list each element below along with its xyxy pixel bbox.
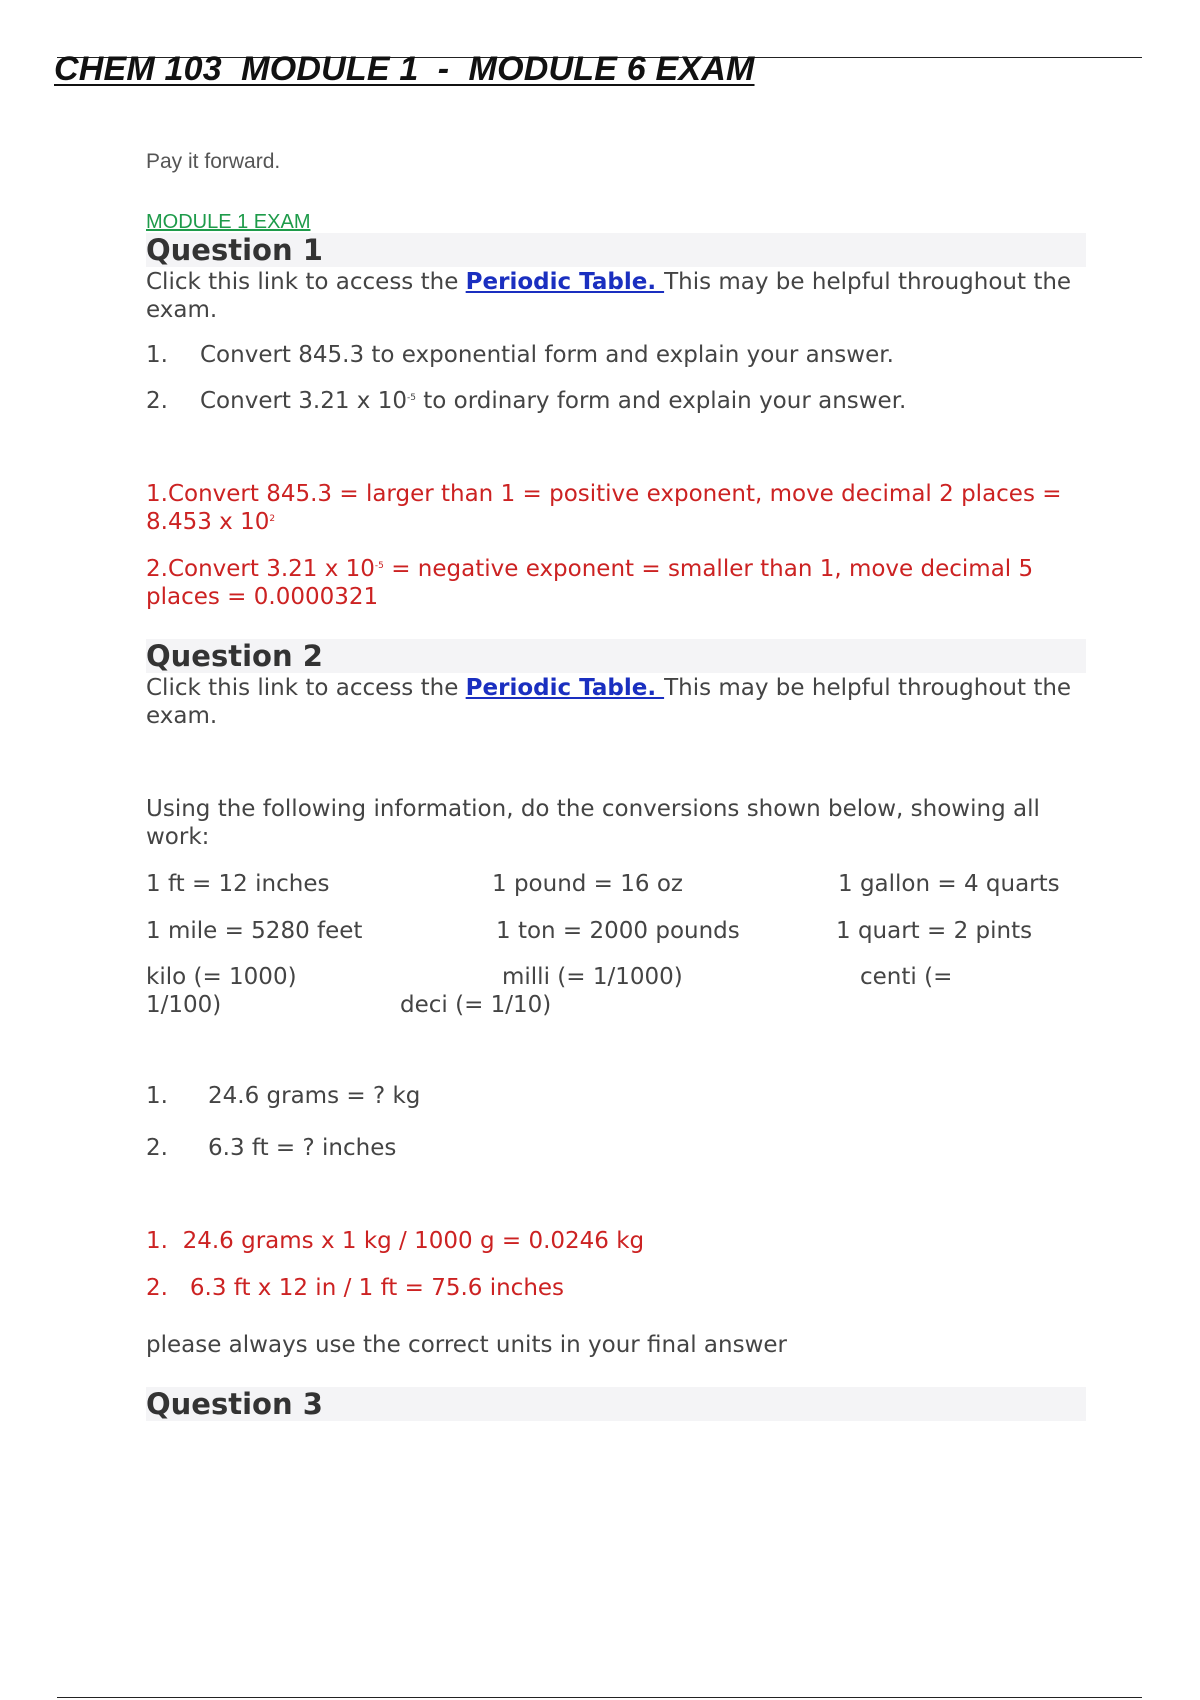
question-2-intro: Click this link to access the Periodic Table. This may be helpful throughout the exam. [146,675,1072,729]
prefix-centi-value: 1/100) [146,992,222,1018]
conversion-row [146,917,1086,945]
prefix-centi: centi (= [860,964,953,990]
conversion-fact: 1 gallon = 4 quarts [838,871,1060,897]
conversion-fact: 1 pound = 16 oz [492,871,683,897]
conversion-fact: 1 mile = 5280 feet [146,918,363,944]
prefix-deci: deci (= 1/10) [400,992,552,1018]
conversion-fact: 1 quart = 2 pints [836,918,1033,944]
module-1-exam-link[interactable]: MODULE 1 EXAM [146,211,311,233]
answer-item: 2. 6.3 ft x 12 in / 1 ft = 75.6 inches [146,1275,565,1301]
question-2-instructions: Using the following information, do the conversions shown below, showing all work: [146,796,1040,850]
conversion-fact: 1 ft = 12 inches [146,871,330,897]
problem-item: 1. 24.6 grams = ? kg [146,1083,421,1109]
question-1-item: 2. Convert 3.21 x $10^{-5}$ to ordinary form and explain your answer. [146,388,907,414]
document-title: CHEM 103 MODULE 1 - MODULE 6 EXAM [54,50,755,88]
conversion-row [146,870,1086,898]
answer-2: 2.Convert 3.21 x $10^{-5}$ = negative exponent = smaller than 1, move decimal 5 places = 0.0000321 [146,556,1034,610]
answer-item: 1. 24.6 grams x 1 kg / 1000 g = 0.0246 kg [146,1228,645,1254]
periodic-table-link[interactable]: Periodic Table. [465,675,665,701]
question-1-heading: Question 1 [146,233,1086,267]
problem-item: 2. 6.3 ft = ? inches [146,1135,397,1161]
prefix-milli: milli (= 1/1000) [502,964,683,990]
question-1-item: 1. Convert 845.3 to exponential form and explain your answer. [146,342,894,368]
question-2-heading: Question 2 [146,639,1086,673]
periodic-table-link[interactable]: Periodic Table. [465,269,665,295]
question-1-intro: Click this link to access the Periodic Table. This may be helpful throughout the exam. [146,269,1072,323]
footer-rule [57,1697,1142,1698]
tagline: Pay it forward. [146,150,281,173]
conversion-fact: 1 ton = 2000 pounds [496,918,740,944]
answer-1: 1.Convert 845.3 = larger than 1 = positive exponent, move decimal 2 places = 8.453 x $10^2$ [146,481,1062,535]
question-3-heading: Question 3 [146,1387,1086,1421]
prefix-list [146,963,1086,1019]
prefix-kilo: kilo (= 1000) [146,964,297,990]
units-note: please always use the correct units in your final answer [146,1332,787,1358]
